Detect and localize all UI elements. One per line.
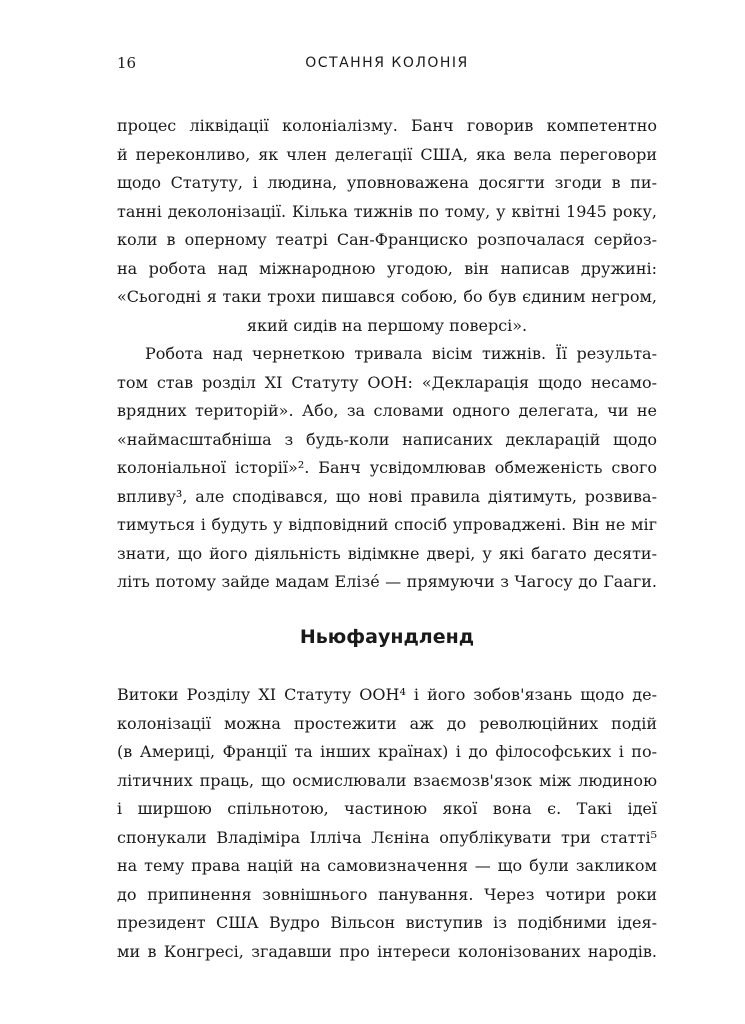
text-line: (в Америці, Франції та інших країнах) і до філософських і по-: [117, 742, 657, 761]
text-line: впливу³, але сподівався, що нові правила діятимуть, розвива-: [117, 486, 657, 506]
text-line: на тему права націй на самовизначення — що були закликом: [117, 856, 657, 875]
text-line: «Сьогодні я таки трохи пишався собою, бо був єдиним негром,: [117, 287, 657, 306]
section-heading: Ньюфаундленд: [299, 626, 475, 648]
text-line: коли в оперному театрі Сан-Франциско розпочалася серйоз-: [117, 230, 657, 249]
page-number: 16: [117, 54, 137, 72]
running-head: [117, 52, 657, 74]
text-line: тимуться і будуть у відповідний спосіб упроваджені. Він не міг: [117, 515, 657, 534]
text-line: Витоки Розділу XI Статуту ООН⁴ і його зобов'язань щодо де-: [117, 685, 657, 704]
text-line: танні деколонізації. Кілька тижнів по тому, у квітні 1945 року,: [117, 201, 657, 221]
text-line: колонізації можна простежити аж до революційних подій: [117, 713, 657, 733]
text-line: президент США Вудро Вільсон виступив із подібними ідея-: [117, 913, 657, 932]
text-line: Робота над чернеткою тривала вісім тижнів. Її результа-: [145, 344, 657, 363]
text-line: на робота над міжнародною угодою, він написав дружині:: [117, 258, 657, 278]
text-line: до припинення зовнішнього панування. Через чотири роки: [117, 884, 657, 904]
text-line: знати, що його діяльність відімкне двері, у які багато десяти-: [117, 543, 657, 563]
text-line: ми в Конгресі, згадавши про інтереси колонізованих народів.: [117, 941, 657, 961]
text-line: літь потому зайде мадам Елізé — прямуючи з Чагосу до Гааги.: [117, 572, 657, 591]
text-line: том став розділ XI Статуту ООН: «Декларація щодо несамо-: [117, 372, 657, 392]
text-line: і ширшою спільнотою, частиною якої вона є. Такі ідеї: [117, 799, 657, 818]
text-line: колоніальної історії»². Банч усвідомлював обмеженість свого: [117, 458, 657, 477]
text-line: врядних територій». Або, за словами одного делегата, чи не: [117, 401, 657, 420]
text-line: «наймасштабніша з будь-коли написаних декларацій щодо: [117, 429, 657, 449]
body-text-section-1: [117, 112, 657, 597]
text-line: спонукали Владіміра Ілліча Лєніна опублікувати три статті⁵: [117, 827, 657, 847]
text-line: процес ліквідації колоніалізму. Банч говорив компетентно: [117, 116, 657, 135]
text-line: який сидів на першому поверсі».: [246, 315, 528, 335]
running-title: ОСТАННЯ КОЛОНІЯ: [305, 55, 469, 71]
body-text-section-2: [117, 681, 657, 966]
text-line: й переконливо, як член делегації США, яка вела переговори: [117, 144, 657, 164]
text-line: літичних праць, що осмислювали взаємозв'язок між людиною: [117, 770, 657, 790]
text-line: щодо Статуту, і людина, уповноважена досягти згоди в пи-: [117, 173, 657, 192]
